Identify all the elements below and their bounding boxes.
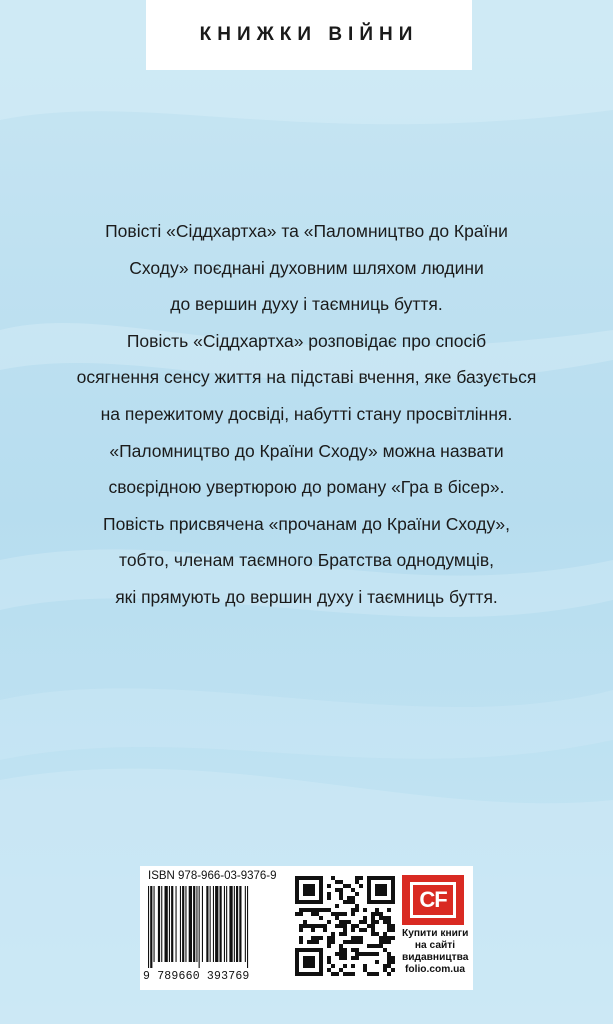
description-line: які прямують до вершин духу і таємниць буття. bbox=[115, 586, 498, 607]
book-description bbox=[40, 213, 573, 616]
qr-code-icon bbox=[295, 876, 395, 976]
description-line: Повість «Сіддхартха» розповідає про спосіб bbox=[126, 330, 487, 351]
buy-line: на сайті bbox=[414, 940, 456, 951]
description-line: Повість присвячена «прочанам до Країни Сходу», bbox=[102, 513, 510, 534]
description-line: Повісті «Сіддхартха» та «Паломництво до Країни bbox=[105, 221, 508, 241]
description-line: тобто, членам таємного Братства однодумців, bbox=[119, 550, 494, 571]
series-title: КНИЖКИ ВІЙНИ bbox=[199, 24, 419, 45]
description-line: «Паломництво до Країни Сходу» можна назвати bbox=[109, 440, 504, 461]
description-line: осягнення сенсу життя на підставі вчення, яке базується bbox=[76, 367, 537, 388]
description-line: на пережитому досвіді, набутті стану просвітління. bbox=[100, 403, 513, 424]
description-line: своєрідною увертюрою до роману «Гра в бісер». bbox=[108, 477, 505, 498]
buy-line: видавництва bbox=[402, 952, 469, 963]
publisher-website[interactable]: folio.com.ua bbox=[405, 964, 465, 975]
barcode-panel bbox=[140, 866, 473, 990]
description-line: до вершин духу і таємниць буття. bbox=[170, 294, 443, 315]
barcode-digits: 9 789660 393769 bbox=[143, 970, 250, 983]
barcode-icon bbox=[146, 886, 284, 968]
folio-logo-icon bbox=[402, 875, 464, 925]
logo-text: CF bbox=[410, 882, 456, 918]
description-line: Сходу» поєднані духовним шляхом людини bbox=[129, 257, 484, 278]
isbn-label: ISBN 978-966-03-9376-9 bbox=[148, 870, 277, 882]
buy-online-text bbox=[402, 928, 468, 976]
series-label-box bbox=[146, 0, 472, 70]
buy-line: Купити книги bbox=[402, 928, 469, 939]
